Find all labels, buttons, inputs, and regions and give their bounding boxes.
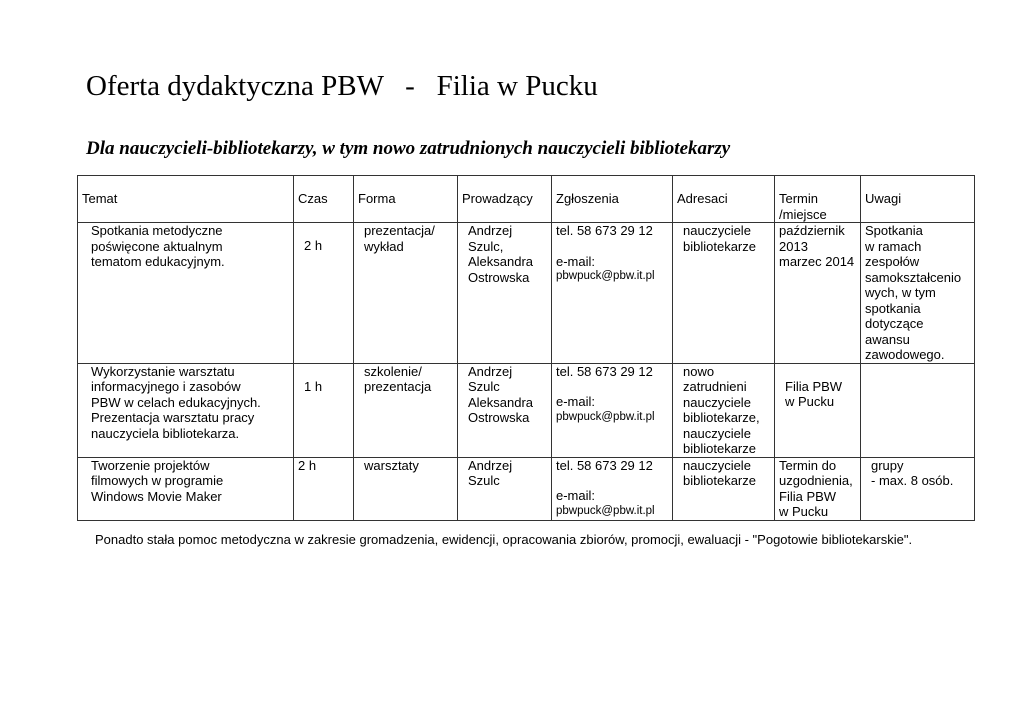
uwagi-line: wych, w tym <box>865 285 936 300</box>
termin-line: uzgodnienia, <box>779 473 853 488</box>
offer-table <box>77 175 975 521</box>
prowadzacy-line: Andrzej <box>468 457 513 473</box>
header-czas: Czas <box>294 176 354 223</box>
adresaci-line: bibliotekarze <box>683 441 756 456</box>
table-row <box>78 223 975 364</box>
cell-forma <box>354 223 458 364</box>
header-uwagi: Uwagi <box>861 176 975 223</box>
termin-line: w Pucku <box>785 394 835 409</box>
header-zgloszenia: Zgłoszenia <box>552 176 673 223</box>
termin-line: Filia PBW <box>779 488 837 504</box>
header-temat: Temat <box>78 176 294 223</box>
temat-line: informacyjnego i zasobów <box>91 379 241 394</box>
cell-forma <box>354 457 458 520</box>
forma-line: prezentacja/ <box>364 223 435 238</box>
zgloszenia-email-label: e-mail: <box>556 488 596 503</box>
zgloszenia-tel: tel. 58 673 29 12 <box>556 363 653 379</box>
page-title: Oferta dydaktyczna PBW - Filia w Pucku <box>86 70 598 102</box>
cell-adresaci <box>673 223 775 364</box>
footer-note: Ponadto stała pomoc metodyczna w zakresie gromadzenia, ewidencji, opracowania zbiorów, promocji, ewaluacji - "Pogotowie bibliotekarskie". <box>95 532 913 547</box>
cell-termin <box>775 457 861 520</box>
adresaci-line: nauczyciele <box>683 394 751 410</box>
cell-prowadzacy <box>458 457 552 520</box>
zgloszenia-email-label: e-mail: <box>556 253 596 269</box>
temat-line: tematom edukacyjnym. <box>91 254 225 269</box>
cell-adresaci <box>673 457 775 520</box>
prowadzacy-line: Ostrowska <box>468 269 530 285</box>
zgloszenia-email: pbwpuck@pbw.it.pl <box>556 270 655 282</box>
temat-line: nauczyciela bibliotekarza. <box>91 425 240 441</box>
zgloszenia-tel: tel. 58 673 29 12 <box>556 223 653 238</box>
prowadzacy-line: Szulc <box>468 379 500 394</box>
czas-value: 1 h <box>304 378 323 394</box>
adresaci-line: nauczyciele <box>683 425 751 441</box>
cell-czas <box>294 363 354 457</box>
cell-prowadzacy <box>458 223 552 364</box>
termin-line: Filia PBW <box>785 378 843 394</box>
termin-line: w Pucku <box>779 504 829 519</box>
uwagi-line: zespołów <box>865 254 920 269</box>
uwagi-line: Spotkania <box>865 223 923 238</box>
uwagi-line: - max. 8 osób. <box>871 473 954 488</box>
cell-termin <box>775 223 861 364</box>
cell-termin <box>775 363 861 457</box>
cell-forma <box>354 363 458 457</box>
temat-line: Spotkania metodyczne <box>91 223 223 238</box>
temat-line: Prezentacja warsztatu pracy <box>91 410 255 425</box>
header-termin-line2: /miejsce <box>779 206 827 222</box>
forma-line: warsztaty <box>364 457 419 473</box>
cell-uwagi <box>861 223 975 364</box>
cell-czas <box>294 223 354 364</box>
header-termin <box>775 176 861 223</box>
header-prowadzacy: Prowadzący <box>458 176 552 223</box>
prowadzacy-line: Szulc, <box>468 238 504 254</box>
adresaci-line: bibliotekarze, <box>683 410 760 425</box>
cell-temat <box>78 223 294 364</box>
temat-line: Windows Movie Maker <box>91 488 222 504</box>
zgloszenia-email: pbwpuck@pbw.it.pl <box>556 410 655 423</box>
zgloszenia-tel: tel. 58 673 29 12 <box>556 457 653 473</box>
prowadzacy-line: Andrzej <box>468 363 513 379</box>
cell-zgloszenia <box>552 457 673 520</box>
termin-line: marzec 2014 <box>779 254 855 269</box>
page-subtitle: Dla nauczycieli-bibliotekarzy, w tym nowo zatrudnionych nauczycieli bibliotekarzy <box>86 138 731 159</box>
uwagi-line: samokształcenio <box>865 269 962 285</box>
forma-line: szkolenie/ <box>364 363 422 379</box>
prowadzacy-line: Aleksandra <box>468 394 534 410</box>
adresaci-line: nowo <box>683 363 715 379</box>
cell-temat <box>78 457 294 520</box>
forma-line: prezentacja <box>364 379 432 394</box>
cell-czas <box>294 457 354 520</box>
termin-line: październik <box>779 223 845 238</box>
zgloszenia-email: pbwpuck@pbw.it.pl <box>556 504 655 517</box>
adresaci-line: bibliotekarze <box>683 238 756 254</box>
cell-prowadzacy <box>458 363 552 457</box>
uwagi-line: spotkania <box>865 300 921 316</box>
uwagi-line: awansu <box>865 331 910 347</box>
adresaci-line: nauczyciele <box>683 223 751 238</box>
temat-line: filmowych w programie <box>91 473 224 488</box>
table-row <box>78 457 975 520</box>
forma-line: wykład <box>364 238 404 254</box>
uwagi-line: dotyczące <box>865 316 924 331</box>
adresaci-line: nauczyciele <box>683 457 751 473</box>
prowadzacy-line: Andrzej <box>468 223 513 238</box>
cell-zgloszenia <box>552 223 673 364</box>
cell-uwagi <box>861 363 975 457</box>
prowadzacy-line: Aleksandra <box>468 254 534 269</box>
header-termin-line1: Termin <box>779 191 819 206</box>
uwagi-line: zawodowego. <box>865 347 945 362</box>
cell-uwagi <box>861 457 975 520</box>
header-adresaci: Adresaci <box>673 176 775 223</box>
adresaci-line: zatrudnieni <box>683 379 747 394</box>
cell-adresaci <box>673 363 775 457</box>
czas-value: 2 h <box>298 457 317 473</box>
table-header-row <box>78 176 975 223</box>
termin-line: 2013 <box>779 238 808 254</box>
prowadzacy-line: Ostrowska <box>468 410 530 425</box>
cell-zgloszenia <box>552 363 673 457</box>
table-row <box>78 363 975 457</box>
temat-line: PBW w celach edukacyjnych. <box>91 394 261 410</box>
czas-value: 2 h <box>304 238 323 253</box>
adresaci-line: bibliotekarze <box>683 473 756 488</box>
uwagi-line: grupy <box>871 457 904 473</box>
zgloszenia-email-label: e-mail: <box>556 394 596 409</box>
cell-temat <box>78 363 294 457</box>
header-forma: Forma <box>354 176 458 223</box>
temat-line: Tworzenie projektów <box>91 457 210 473</box>
temat-line: poświęcone aktualnym <box>91 238 223 254</box>
uwagi-line: w ramach <box>865 238 922 254</box>
termin-line: Termin do <box>779 457 837 473</box>
prowadzacy-line: Szulc <box>468 473 500 488</box>
temat-line: Wykorzystanie warsztatu <box>91 363 235 379</box>
